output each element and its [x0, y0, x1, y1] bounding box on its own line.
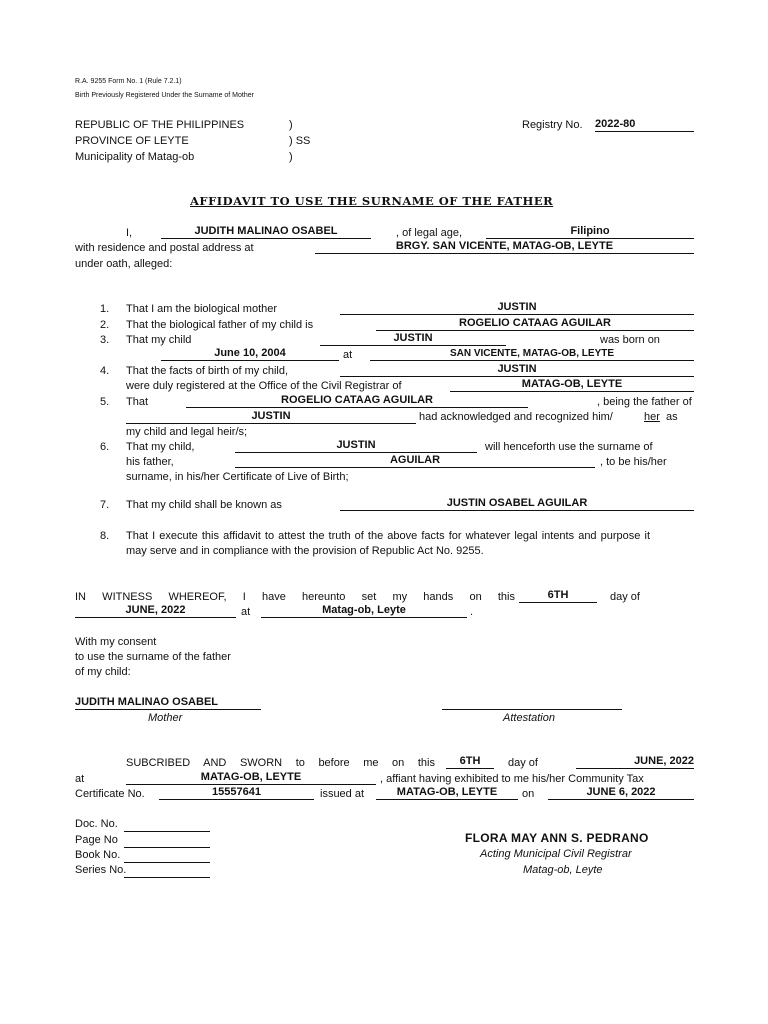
registrar-name: FLORA MAY ANN S. PEDRANO	[465, 831, 649, 845]
ctc-number: 15557641	[159, 786, 314, 800]
witness-text: IN WITNESS WHEREOF, I have hereunto set my hands on this	[75, 591, 515, 603]
father-name: ROGELIO CATAAG AGUILAR	[186, 394, 528, 408]
consent-line: With my consent	[75, 636, 157, 648]
item-text: , to be his/her	[600, 456, 667, 468]
item-number: 1.	[100, 303, 110, 315]
book-no-label: Book No.	[75, 849, 121, 861]
item-text: That my child shall be known as	[126, 499, 282, 511]
mother-label: Mother	[148, 712, 183, 724]
venue-paren-3: )	[289, 151, 293, 163]
birth-place: SAN VICENTE, MATAG-OB, LEYTE	[370, 347, 694, 361]
witness-day-of: day of	[610, 591, 640, 603]
child-new-name: JUSTIN OSABEL AGUILAR	[340, 497, 694, 511]
series-no-line	[124, 877, 210, 878]
consent-line: of my child:	[75, 666, 131, 678]
venue-paren-ss: ) SS	[289, 135, 311, 147]
item-text: That I am the biological mother	[126, 303, 278, 315]
venue-republic: REPUBLIC OF THE PHILIPPINES	[75, 119, 245, 131]
item-text: , being the father of	[597, 396, 692, 408]
child-name: JUSTIN	[126, 410, 416, 424]
form-description: Birth Previously Registered Under the Surname of Mother	[75, 92, 254, 99]
child-name: JUSTIN	[340, 363, 694, 377]
jurat-place: MATAG-OB, LEYTE	[126, 771, 376, 785]
registry-label: Registry No.	[522, 119, 583, 131]
item-text: was born on	[600, 334, 660, 346]
item-text: his father,	[126, 456, 174, 468]
doc-no-label: Doc. No.	[75, 818, 118, 830]
residence-label: with residence and postal address at	[75, 242, 254, 254]
item-text: That my child	[126, 334, 192, 346]
jurat-day-of: day of	[508, 757, 538, 769]
item-text-her: her	[644, 411, 660, 423]
witness-at: at	[241, 606, 251, 618]
item-number: 5.	[100, 396, 110, 408]
father-name: ROGELIO CATAAG AGUILAR	[376, 317, 694, 331]
item-number: 3.	[100, 334, 110, 346]
item-number: 8.	[100, 530, 110, 542]
series-no-label: Series No.	[75, 864, 127, 876]
attestation-label: Attestation	[503, 712, 555, 724]
item-number: 7.	[100, 499, 110, 511]
page-no-label: Page No	[75, 834, 118, 846]
consent-line: to use the surname of the father	[75, 651, 231, 663]
citizenship: Filipino	[486, 225, 694, 239]
registrar-title: Acting Municipal Civil Registrar	[480, 848, 632, 860]
intro-i: I,	[126, 227, 133, 239]
item-number: 6.	[100, 441, 110, 453]
page-title: AFFIDAVIT TO USE THE SURNAME OF THE FATHER	[190, 194, 554, 208]
item-text: were duly registered at the Office of the Civil Registrar of	[126, 380, 402, 392]
mother-signature-name: JUDITH MALINAO OSABEL	[75, 696, 261, 710]
jurat-affiant-text: , affiant having exhibited to me his/her Community Tax	[380, 773, 644, 785]
form-number: R.A. 9255 Form No. 1 (Rule 7.2.1)	[75, 78, 182, 85]
venue-paren-1: )	[289, 119, 293, 131]
item-text: surname, in his/her Certificate of Live of Birth;	[126, 471, 349, 483]
item-text-paragraph: That I execute this affidavit to attest the truth of the above facts for whatever legal intents and purpose it may serve and in compliance with the provision of Republic Act No. 9255.	[126, 530, 650, 557]
item-text: That the biological father of my child is	[126, 319, 314, 331]
father-surname: AGUILAR	[235, 454, 595, 468]
doc-no-line	[124, 831, 210, 832]
book-no-line	[124, 862, 210, 863]
venue-province: PROVINCE OF LEYTE	[75, 135, 189, 147]
jurat-at: at	[75, 773, 85, 785]
item-text: my child and legal heir/s;	[126, 426, 248, 438]
item-text: at	[343, 349, 353, 361]
page-no-line	[124, 847, 210, 848]
child-name: JUSTIN	[320, 332, 506, 346]
intro-legal-age: , of legal age,	[396, 227, 463, 239]
item-text: That my child,	[126, 441, 195, 453]
issued-at-label: issued at	[320, 788, 365, 800]
jurat-text: SUBCRIBED AND SWORN to before me on this	[126, 757, 435, 769]
item-text: That the facts of birth of my child,	[126, 365, 289, 377]
affiant-name: JUDITH MALINAO OSABEL	[161, 225, 371, 239]
child-name: JUSTIN	[340, 301, 694, 315]
issued-date: JUNE 6, 2022	[548, 786, 694, 800]
ctc-label: Certificate No.	[75, 788, 145, 800]
witness-month-year: JUNE, 2022	[75, 604, 236, 618]
birth-date: June 10, 2004	[161, 347, 339, 361]
oath-text: under oath, alleged:	[75, 258, 173, 270]
registry-number: 2022-80	[595, 118, 694, 132]
item-number: 4.	[100, 365, 110, 377]
issued-place: MATAG-OB, LEYTE	[376, 786, 518, 800]
registration-place: MATAG-OB, LEYTE	[450, 378, 694, 392]
item-text: had acknowledged and recognized him/	[419, 411, 613, 423]
issued-on-label: on	[522, 788, 535, 800]
venue-municipality: Municipality of Matag-ob	[75, 151, 195, 163]
residence-address: BRGY. SAN VICENTE, MATAG-OB, LEYTE	[315, 240, 694, 254]
item-text: will henceforth use the surname of	[485, 441, 653, 453]
jurat-day: 6TH	[446, 755, 494, 769]
witness-period: .	[470, 606, 474, 618]
registrar-place: Matag-ob, Leyte	[523, 864, 603, 876]
item-text-as: as	[666, 411, 678, 423]
jurat-month-year: JUNE, 2022	[576, 755, 694, 769]
attestation-signature-line	[442, 709, 622, 710]
child-name: JUSTIN	[235, 439, 477, 453]
witness-place: Matag-ob, Leyte	[261, 604, 467, 618]
witness-day: 6TH	[519, 589, 597, 603]
item-text: That	[126, 396, 149, 408]
item-number: 2.	[100, 319, 110, 331]
